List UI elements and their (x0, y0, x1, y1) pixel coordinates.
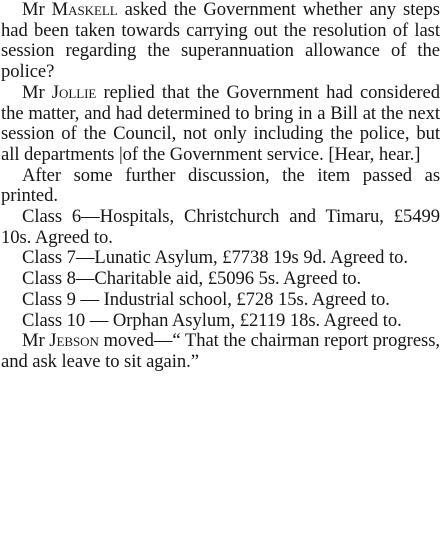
item-class-6: Class 6—Hospitals, Christchurch and Timaru, £5499 10s. Agreed to. (1, 206, 440, 248)
item-class-8: Class 8—Charitable aid, £5096 5s. Agreed to. (22, 268, 362, 290)
aside-text: [Hear, hear.] (323, 143, 421, 165)
item-class-10: Class 10 — Orphan Asylum, £2119 18s. Agreed to. (22, 309, 402, 331)
item-class-9: Class 9 — Industrial school, £728 15s. Agreed to. (22, 288, 390, 310)
speaker-prefix: Mr (22, 0, 52, 20)
speaker-prefix: Mr (22, 81, 52, 103)
item-class-7: Class 7—Lunatic Asylum, £7738 19s 9d. Agreed to. (22, 247, 408, 269)
speaker-name: Jollie (51, 81, 97, 103)
paragraph-discussion: After some further discussion, the item passed as printed. (1, 164, 440, 207)
paragraph-text: replied that the Government had considered the matter, and had determined to bring in a Bill at the next session of the Council, not only including the police, but all departments |of the Government service. (1, 81, 440, 165)
speaker-name: Maskell (51, 0, 118, 20)
speaker-prefix: Mr (22, 330, 50, 352)
paragraph-text: moved—“ That the chairman report progress, and ask leave to sit again.” (1, 330, 440, 372)
paragraph-jebson-motion (0, 331, 441, 372)
speaker-name: Jebson (49, 330, 99, 352)
paragraph-maskell-question (0, 0, 441, 83)
paragraph-jollie-reply (0, 83, 441, 166)
paragraph-text: asked the Government whether any steps had been taken towards carrying out the resolution of last session regarding the superannuation allowance of the police? (1, 0, 440, 83)
